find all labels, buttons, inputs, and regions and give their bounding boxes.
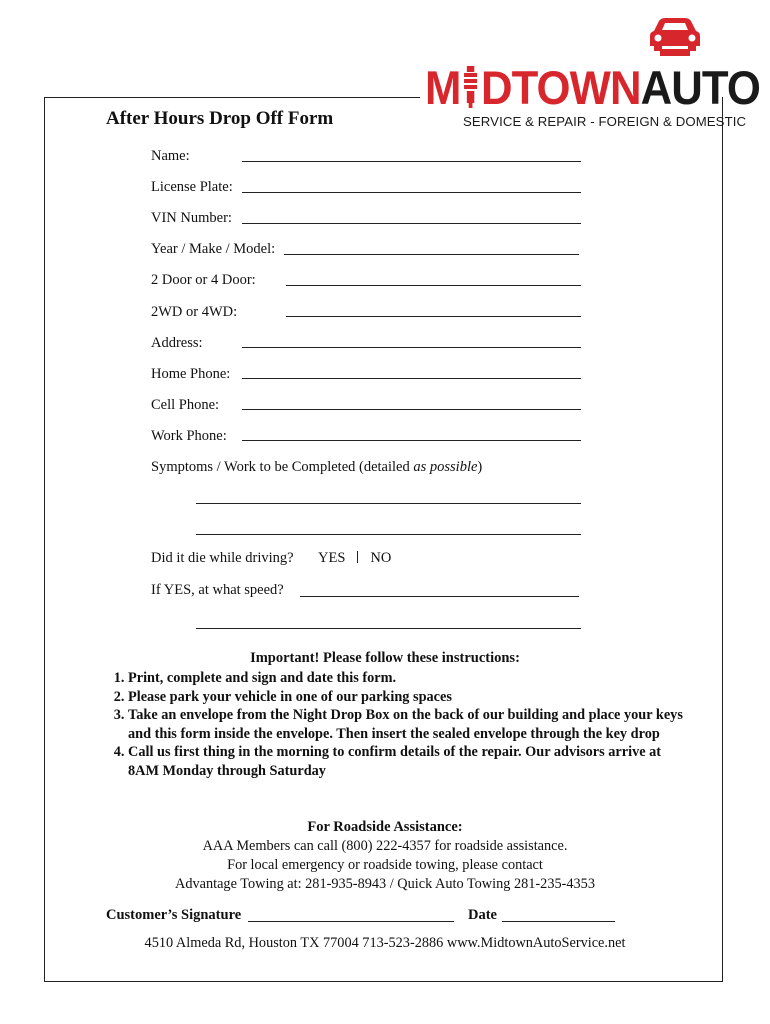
speed-field[interactable] [300, 596, 579, 597]
drive-label: 2WD or 4WD: [151, 304, 238, 320]
doors-field[interactable] [286, 285, 581, 286]
drive-field[interactable] [286, 316, 581, 317]
address-field[interactable] [242, 347, 581, 348]
name-label: Name: [151, 148, 190, 164]
year-make-model-label: Year / Make / Model: [151, 241, 276, 257]
speed-label: If YES, at what speed? [151, 582, 284, 598]
logo-wordmark: M DTOWNAUTO [425, 61, 760, 114]
spark-plug-icon [460, 66, 480, 108]
signature-field[interactable] [248, 921, 454, 922]
form-title: After Hours Drop Off Form [106, 108, 334, 129]
midtown-auto-logo [425, 14, 760, 132]
instruction-step: 4. Call us first thing in the morning to confirm details of the repair. Our advisors arrive at 8AM Monday through Saturday [128, 743, 688, 780]
roadside-line-3: Advantage Towing at: 281-935-8943 / Quick Auto Towing 281-235-4353 [175, 876, 595, 892]
yes-option[interactable]: YES [318, 550, 346, 566]
home-phone-field[interactable] [242, 378, 581, 379]
symptoms-field-line-2[interactable] [196, 534, 581, 535]
die-while-driving-label: Did it die while driving? [151, 550, 294, 566]
yes-no-divider [357, 551, 358, 563]
license-plate-label: License Plate: [151, 179, 233, 195]
instructions-heading: Important! Please follow these instructions: [250, 650, 520, 666]
doors-label: 2 Door or 4 Door: [151, 272, 256, 288]
speed-field-line-2[interactable] [196, 628, 581, 629]
instruction-step: 3. Take an envelope from the Night Drop Box on the back of our building and place your keys and this form inside the envelope. Then insert the sealed envelope through the key drop [128, 706, 688, 743]
date-field[interactable] [502, 921, 615, 922]
license-plate-field[interactable] [242, 192, 581, 193]
roadside-heading: For Roadside Assistance: [307, 819, 463, 835]
instruction-step: 2. Please park your vehicle in one of our parking spaces [128, 688, 688, 707]
roadside-line-1: AAA Members can call (800) 222-4357 for roadside assistance. [202, 838, 568, 854]
work-phone-field[interactable] [242, 440, 581, 441]
symptoms-field-line-1[interactable] [196, 503, 581, 504]
yes-no-choice [318, 550, 391, 567]
vin-label: VIN Number: [151, 210, 232, 226]
name-field[interactable] [242, 161, 581, 162]
vin-field[interactable] [242, 223, 581, 224]
home-phone-label: Home Phone: [151, 366, 231, 382]
logo-tagline: SERVICE & REPAIR - FOREIGN & DOMESTIC [463, 114, 747, 129]
address-label: Address: [151, 335, 203, 351]
car-icon [646, 16, 704, 56]
symptoms-label: Symptoms / Work to be Completed (detailed as possible) [151, 459, 483, 475]
date-label: Date [468, 907, 497, 923]
cell-phone-label: Cell Phone: [151, 397, 220, 413]
no-option[interactable]: NO [370, 550, 392, 566]
footer-address: 4510 Almeda Rd, Houston TX 77004 713-523-2886 www.MidtownAutoService.net [144, 935, 626, 951]
instructions-list [104, 669, 688, 781]
work-phone-label: Work Phone: [151, 428, 227, 444]
roadside-line-2: For local emergency or roadside towing, please contact [227, 857, 543, 873]
instruction-step: 1. Print, complete and sign and date this form. [128, 669, 688, 688]
year-make-model-field[interactable] [284, 254, 579, 255]
cell-phone-field[interactable] [242, 409, 581, 410]
signature-label: Customer’s Signature [106, 907, 242, 923]
